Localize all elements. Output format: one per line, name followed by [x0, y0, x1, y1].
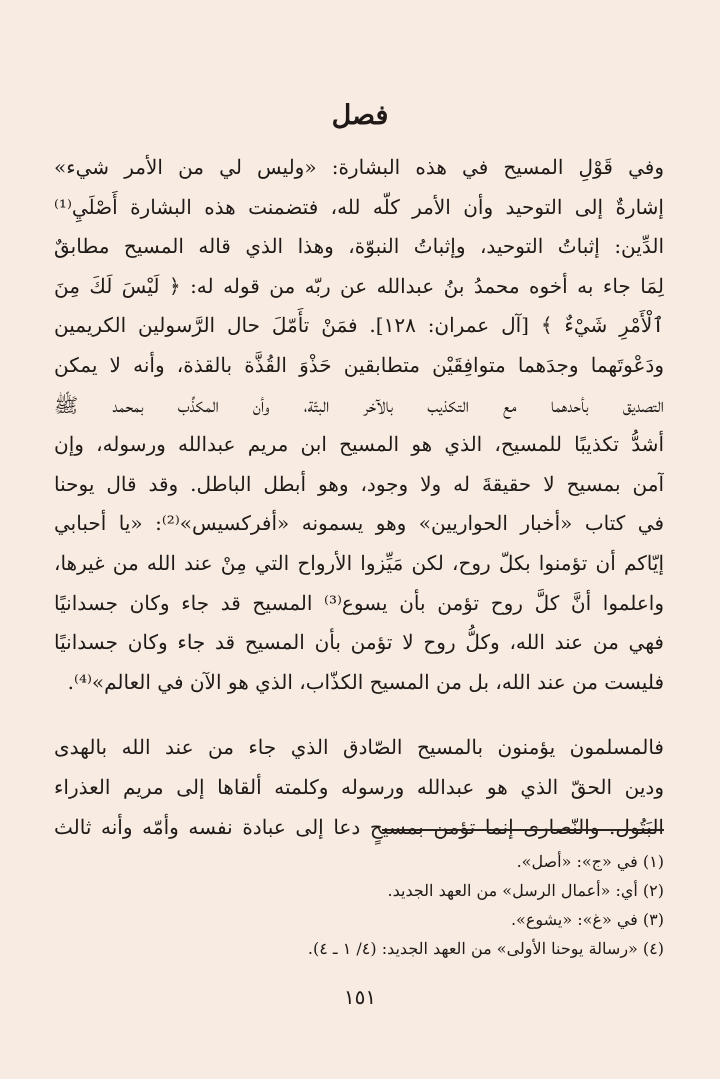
text-line: لِمَا جاء به أخوه محمدُ بنُ عبدالله عن ربّه من قوله له: ﴿ لَيْسَ لَكَ مِنَ [54, 273, 664, 298]
text-line: وفي قَوْلِ المسيح في هذه البشارة: «وليس لي من الأمر شيء» [54, 155, 664, 179]
section-heading: فصل [331, 100, 389, 131]
footnotes [54, 847, 664, 963]
text-line: أشدُّ تكذيبًا للمسيح، الذي هو المسيح ابن مريم عبدالله ورسوله، وإن [54, 432, 664, 457]
text-line: التصديق بأحدهما مع التكذيب بالآخر البتّة، وأن المكذِّب بمحمد ﷺ [54, 392, 664, 417]
text-line: فالمسلمون يؤمنون بالمسيح الصّادق الذي جاء من عند الله بالهدى [54, 735, 664, 760]
text-line: في كتاب «أخبار الحواريين» وهو يسمونه «أفركسيس»⁽²⁾: «يا أحبابي [54, 511, 664, 536]
text-line: البَتُول. والنّصارى إنما تؤمن بمسيحٍ دعا إلى عبادة نفسه وأمّه وأنه ثالث [54, 814, 664, 839]
text-line: فليست من عند الله، بل من المسيح الكذّاب، الذي هو الآن في العالم»⁽⁴⁾. [67, 669, 664, 694]
footnote: (٣) في «غ»: «يشوع». [510, 910, 664, 929]
page-number: ١٥١ [343, 985, 377, 1009]
text-line: إيّاكم أن تؤمنوا بكلّ روح، لكن مَيِّزوا الأرواح التي مِنْ عند الله من غيرها، [54, 550, 664, 575]
footnote: (٢) أي: «أعمال الرسل» من العهد الجديد. [387, 881, 664, 900]
text-line: ودين الحقّ الذي هو عبدالله ورسوله وكلمته ألقاها إلى مريم العذراء [54, 774, 664, 799]
text-line: ودَعْوتَهما وجدَهما متوافِقَيْن متطابقين حَذْوَ القُذَّة بالقذة، وأنه لا يمكن [54, 352, 664, 377]
text-line: إشارةٌ إلى التوحيد وأن الأمر كلّه لله، فتضمنت هذه البشارة أَصْلَيِ⁽¹⁾ [54, 194, 664, 219]
text-line: فهي من عند الله، وكلُّ روح لا تؤمن بأن المسيح قد جاء وكان جسدانيًا [54, 630, 664, 655]
text-line: واعلموا أنَّ كلَّ روح تؤمن بأن يسوع⁽³⁾ المسيح قد جاء وكان جسدانيًا [54, 590, 664, 615]
footnote: (١) في «ج»: «أصل». [516, 852, 664, 871]
text-line: ٱلْأَمْرِ شَيْءٌ ﴾ [آل عمران: ١٢٨]. فمَنْ تأَمّلَ حال الرَّسولين الكريمين [54, 313, 664, 338]
text-line: آمن بمسيح لا حقيقةَ له ولا وجود، وهو أبطل الباطل. وقد قال يوحنا [54, 471, 664, 496]
main-text [54, 148, 664, 847]
text-line: الدِّين: إثباتُ التوحيد، وإثباتُ النبوّة، وهذا الذي قاله المسيح مطابقٌ [54, 234, 664, 259]
footnote: (٤) «رسالة يوحنا الأولى» من العهد الجديد: (٤/ ١ ـ ٤). [307, 939, 664, 958]
footnote-divider [382, 829, 664, 831]
